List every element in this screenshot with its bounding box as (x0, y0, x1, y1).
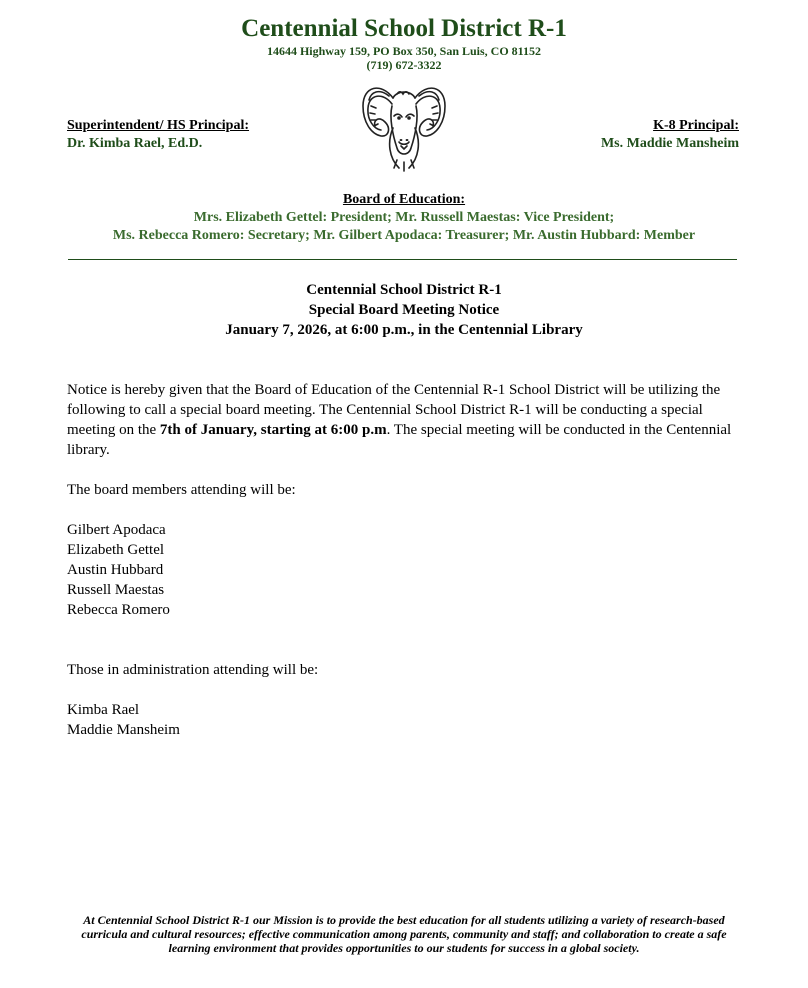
notice-title-date: January 7, 2026, at 6:00 p.m., in the Centennial Library (225, 322, 583, 338)
letterhead-divider (68, 259, 737, 260)
board-of-education-label: Board of Education: (342, 192, 466, 207)
board-members-line-2: Ms. Rebecca Romero: Secretary; Mr. Gilbert Apodaca: Treasurer; Mr. Austin Hubbard: Member (112, 228, 696, 243)
notice-title-district: Centennial School District R-1 (306, 282, 502, 298)
notice-paragraph (67, 380, 737, 460)
notice-title-meeting: Special Board Meeting Notice (308, 302, 500, 318)
board-attendees-intro: The board members attending will be: (67, 482, 296, 498)
board-attendee: Rebecca Romero (67, 602, 170, 618)
superintendent-label: Superintendent/ HS Principal: (67, 118, 250, 133)
k8-principal-label: K-8 Principal: (653, 118, 739, 133)
admin-attendees-intro: Those in administration attending will be: (67, 662, 319, 678)
district-phone: (719) 672-3322 (366, 58, 442, 72)
ram-mascot-icon (359, 76, 449, 172)
notice-paragraph-start: Notice is hereby given that the Board of Education of the Centennial R-1 School District will be utilizing the following to call a special board meeting. The Centennial School District R-1 will be conducting a special meeting on the (67, 382, 721, 438)
notice-paragraph-date: 7th of January, starting at 6:00 p.m (159, 422, 387, 438)
admin-attendee: Maddie Mansheim (67, 722, 180, 738)
superintendent-name: Dr. Kimba Rael, Ed.D. (67, 136, 203, 151)
k8-principal-name: Ms. Maddie Mansheim (600, 136, 739, 151)
notice-paragraph-end: . The special meeting will be conducted in the Centennial library. (67, 422, 732, 458)
board-attendee: Russell Maestas (67, 582, 165, 598)
admin-attendee: Kimba Rael (67, 702, 140, 718)
notice-body (67, 380, 737, 740)
board-attendee: Gilbert Apodaca (67, 522, 166, 538)
district-title: Centennial School District R-1 (241, 15, 567, 42)
board-attendee: Elizabeth Gettel (67, 542, 165, 558)
board-attendee: Austin Hubbard (67, 562, 164, 578)
board-members-line-1: Mrs. Elizabeth Gettel: President; Mr. Russell Maestas: Vice President; (193, 210, 615, 225)
district-address: 14644 Highway 159, PO Box 350, San Luis, CO 81152 (266, 44, 542, 58)
mission-statement: At Centennial School District R-1 our Mission is to provide the best education for all students utilizing a variety of research-based curricula and cultural resources; effective communication among parents, community and staff; and collaboration to create a safe learning environment that provides opportunities to our students for success in a global society. (81, 913, 727, 955)
